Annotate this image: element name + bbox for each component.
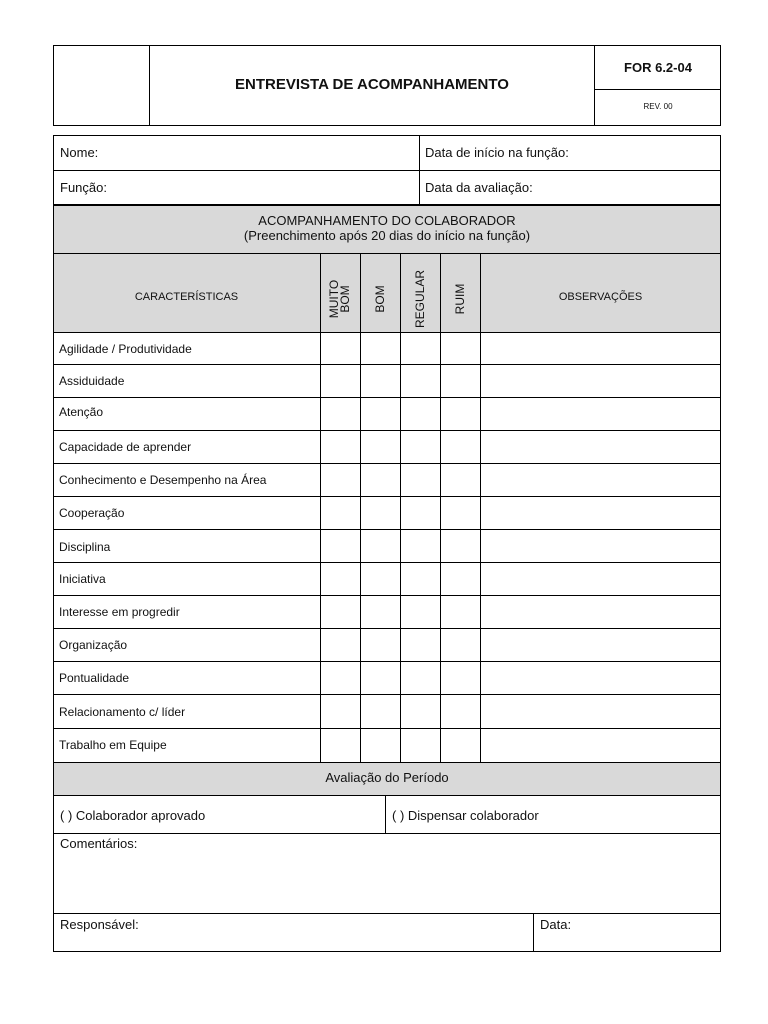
- header-divider-right: [594, 45, 595, 126]
- row-line: [53, 562, 721, 563]
- row-label: Assiduidade: [59, 374, 125, 388]
- col-line-5: [480, 253, 481, 762]
- row-label: Conhecimento e Desempenho na Área: [59, 473, 267, 487]
- col-line-1: [320, 253, 321, 762]
- row-label: Organização: [59, 638, 128, 652]
- row-line: [53, 364, 721, 365]
- col-header-ruim: RUIM: [453, 283, 467, 315]
- header-code-divider: [594, 89, 721, 90]
- comments-block: [53, 833, 721, 952]
- responsible-label: Responsável:: [60, 917, 139, 932]
- role-label: Função:: [60, 180, 107, 195]
- row-label: Capacidade de aprender: [59, 440, 192, 454]
- row-line: [53, 463, 721, 464]
- section-title-divider: [53, 253, 721, 254]
- col-header-muito-bom: [329, 259, 353, 339]
- col-line-4: [440, 253, 441, 762]
- row-label: Disciplina: [59, 540, 111, 554]
- eval-date-label: Data da avaliação:: [425, 180, 533, 195]
- col-header-muito-bom-line2: BOM: [338, 285, 352, 313]
- col-header-regular: REGULAR: [413, 270, 427, 329]
- section-title: ACOMPANHAMENTO DO COLABORADOR: [258, 213, 516, 228]
- row-label: Atenção: [59, 405, 104, 419]
- responsible-col-divider: [533, 913, 534, 952]
- info-col-divider: [419, 135, 420, 205]
- col-header-characteristics: CARACTERÍSTICAS: [134, 291, 239, 303]
- section-subtitle: (Preenchimento após 20 dias do início na função): [243, 228, 531, 243]
- row-label: Agilidade / Produtividade: [59, 342, 192, 356]
- col-line-3: [400, 253, 401, 762]
- period-title: Avaliação do Período: [325, 770, 449, 785]
- period-divider: [53, 795, 721, 796]
- row-line: [53, 332, 721, 333]
- name-label: Nome:: [60, 145, 99, 160]
- form-title: ENTREVISTA DE ACOMPANHAMENTO: [235, 76, 509, 93]
- row-label: Iniciativa: [59, 572, 106, 586]
- row-line: [53, 628, 721, 629]
- row-line: [53, 430, 721, 431]
- row-line: [53, 595, 721, 596]
- start-date-label: Data de início na função:: [425, 145, 569, 160]
- approved-option[interactable]: ( ) Colaborador aprovado: [60, 808, 206, 823]
- row-line: [53, 661, 721, 662]
- form-code: FOR 6.2-04: [624, 60, 692, 75]
- form-revision: REV. 00: [643, 102, 673, 111]
- row-label: Trabalho em Equipe: [59, 738, 167, 752]
- date-label: Data:: [540, 917, 572, 932]
- row-label: Relacionamento c/ líder: [59, 705, 186, 719]
- info-row-divider: [53, 170, 721, 171]
- col-header-observations: OBSERVAÇÕES: [558, 291, 643, 303]
- row-label: Pontualidade: [59, 671, 130, 685]
- row-label: Interesse em progredir: [59, 605, 180, 619]
- col-line-2: [360, 253, 361, 762]
- row-line: [53, 694, 721, 695]
- period-col-divider: [385, 795, 386, 834]
- row-line: [53, 529, 721, 530]
- row-line: [53, 397, 721, 398]
- col-header-muito-bom-line1: MUITO: [327, 279, 341, 319]
- dismiss-option[interactable]: ( ) Dispensar colaborador: [392, 808, 539, 823]
- comments-divider: [53, 913, 721, 914]
- row-line: [53, 728, 721, 729]
- col-header-bom: BOM: [373, 285, 387, 313]
- comments-label: Comentários:: [60, 836, 138, 851]
- row-label: Cooperação: [59, 506, 125, 520]
- row-line: [53, 496, 721, 497]
